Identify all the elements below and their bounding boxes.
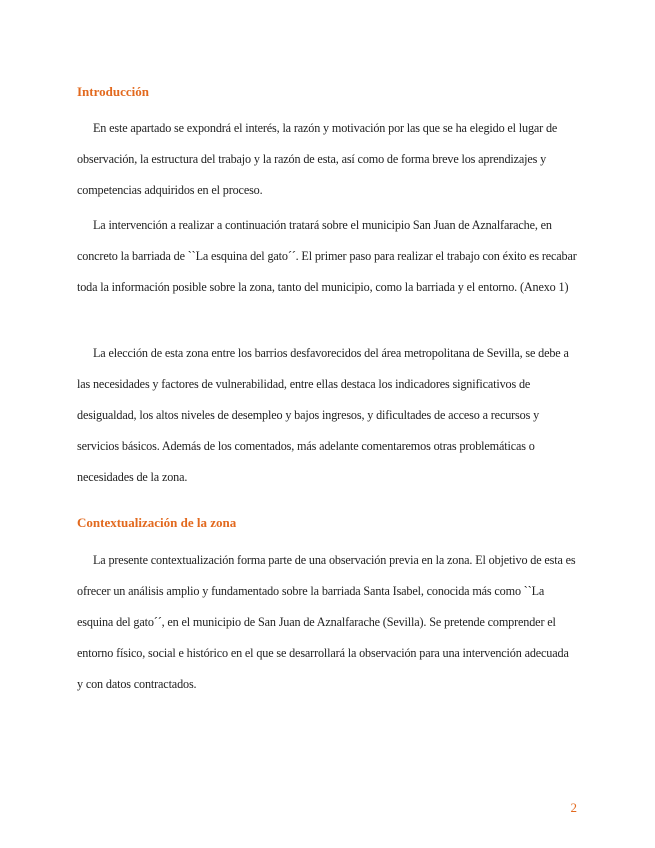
paragraph-intro-1: En este apartado se expondrá el interés, la razón y motivación por las que se ha elegido el lugar de observación, la estructura del trabajo y la razón de esta, así como de forma breve los aprendizajes y competencias adquiridos en el proceso.	[77, 121, 558, 197]
page-number: 2	[570, 800, 577, 815]
paragraph-intro-2: La intervención a realizar a continuación tratará sobre el municipio San Juan de Aznalfarache, en concreto la barriada de ``La esquina del gato´´. El primer paso para realizar el trabajo con éxito es recabar toda la información posible sobre la zona, tanto del municipio, como la barriada y el entorno. (Anexo 1)	[77, 218, 577, 294]
section-heading-introduccion: Introducción	[77, 84, 149, 99]
paragraph-context-1: La presente contextualización forma parte de una observación previa en la zona. El objetivo de esta es ofrecer un análisis amplio y fundamentado sobre la barriada Santa Isabel, conocida más como ``La esquina del gato´´, en el municipio de San Juan de Aznalfarache (Sevilla). Se pretende comprender el entorno físico, social e histórico en el que se desarrollará la observación para una intervención adecuada y con datos contractados.	[77, 553, 576, 691]
paragraph-intro-3: La elección de esta zona entre los barrios desfavorecidos del área metropolitana de Sevilla, se debe a las necesidades y factores de vulnerabilidad, entre ellas destaca los indicadores significativos de desigualdad, los altos niveles de desempleo y bajos ingresos, y dificultades de acceso a recursos y servicios básicos. Además de los comentados, más adelante comentaremos otras problemáticas o necesidades de la zona.	[77, 346, 569, 484]
section-heading-contextualizacion: Contextualización de la zona	[77, 515, 237, 530]
